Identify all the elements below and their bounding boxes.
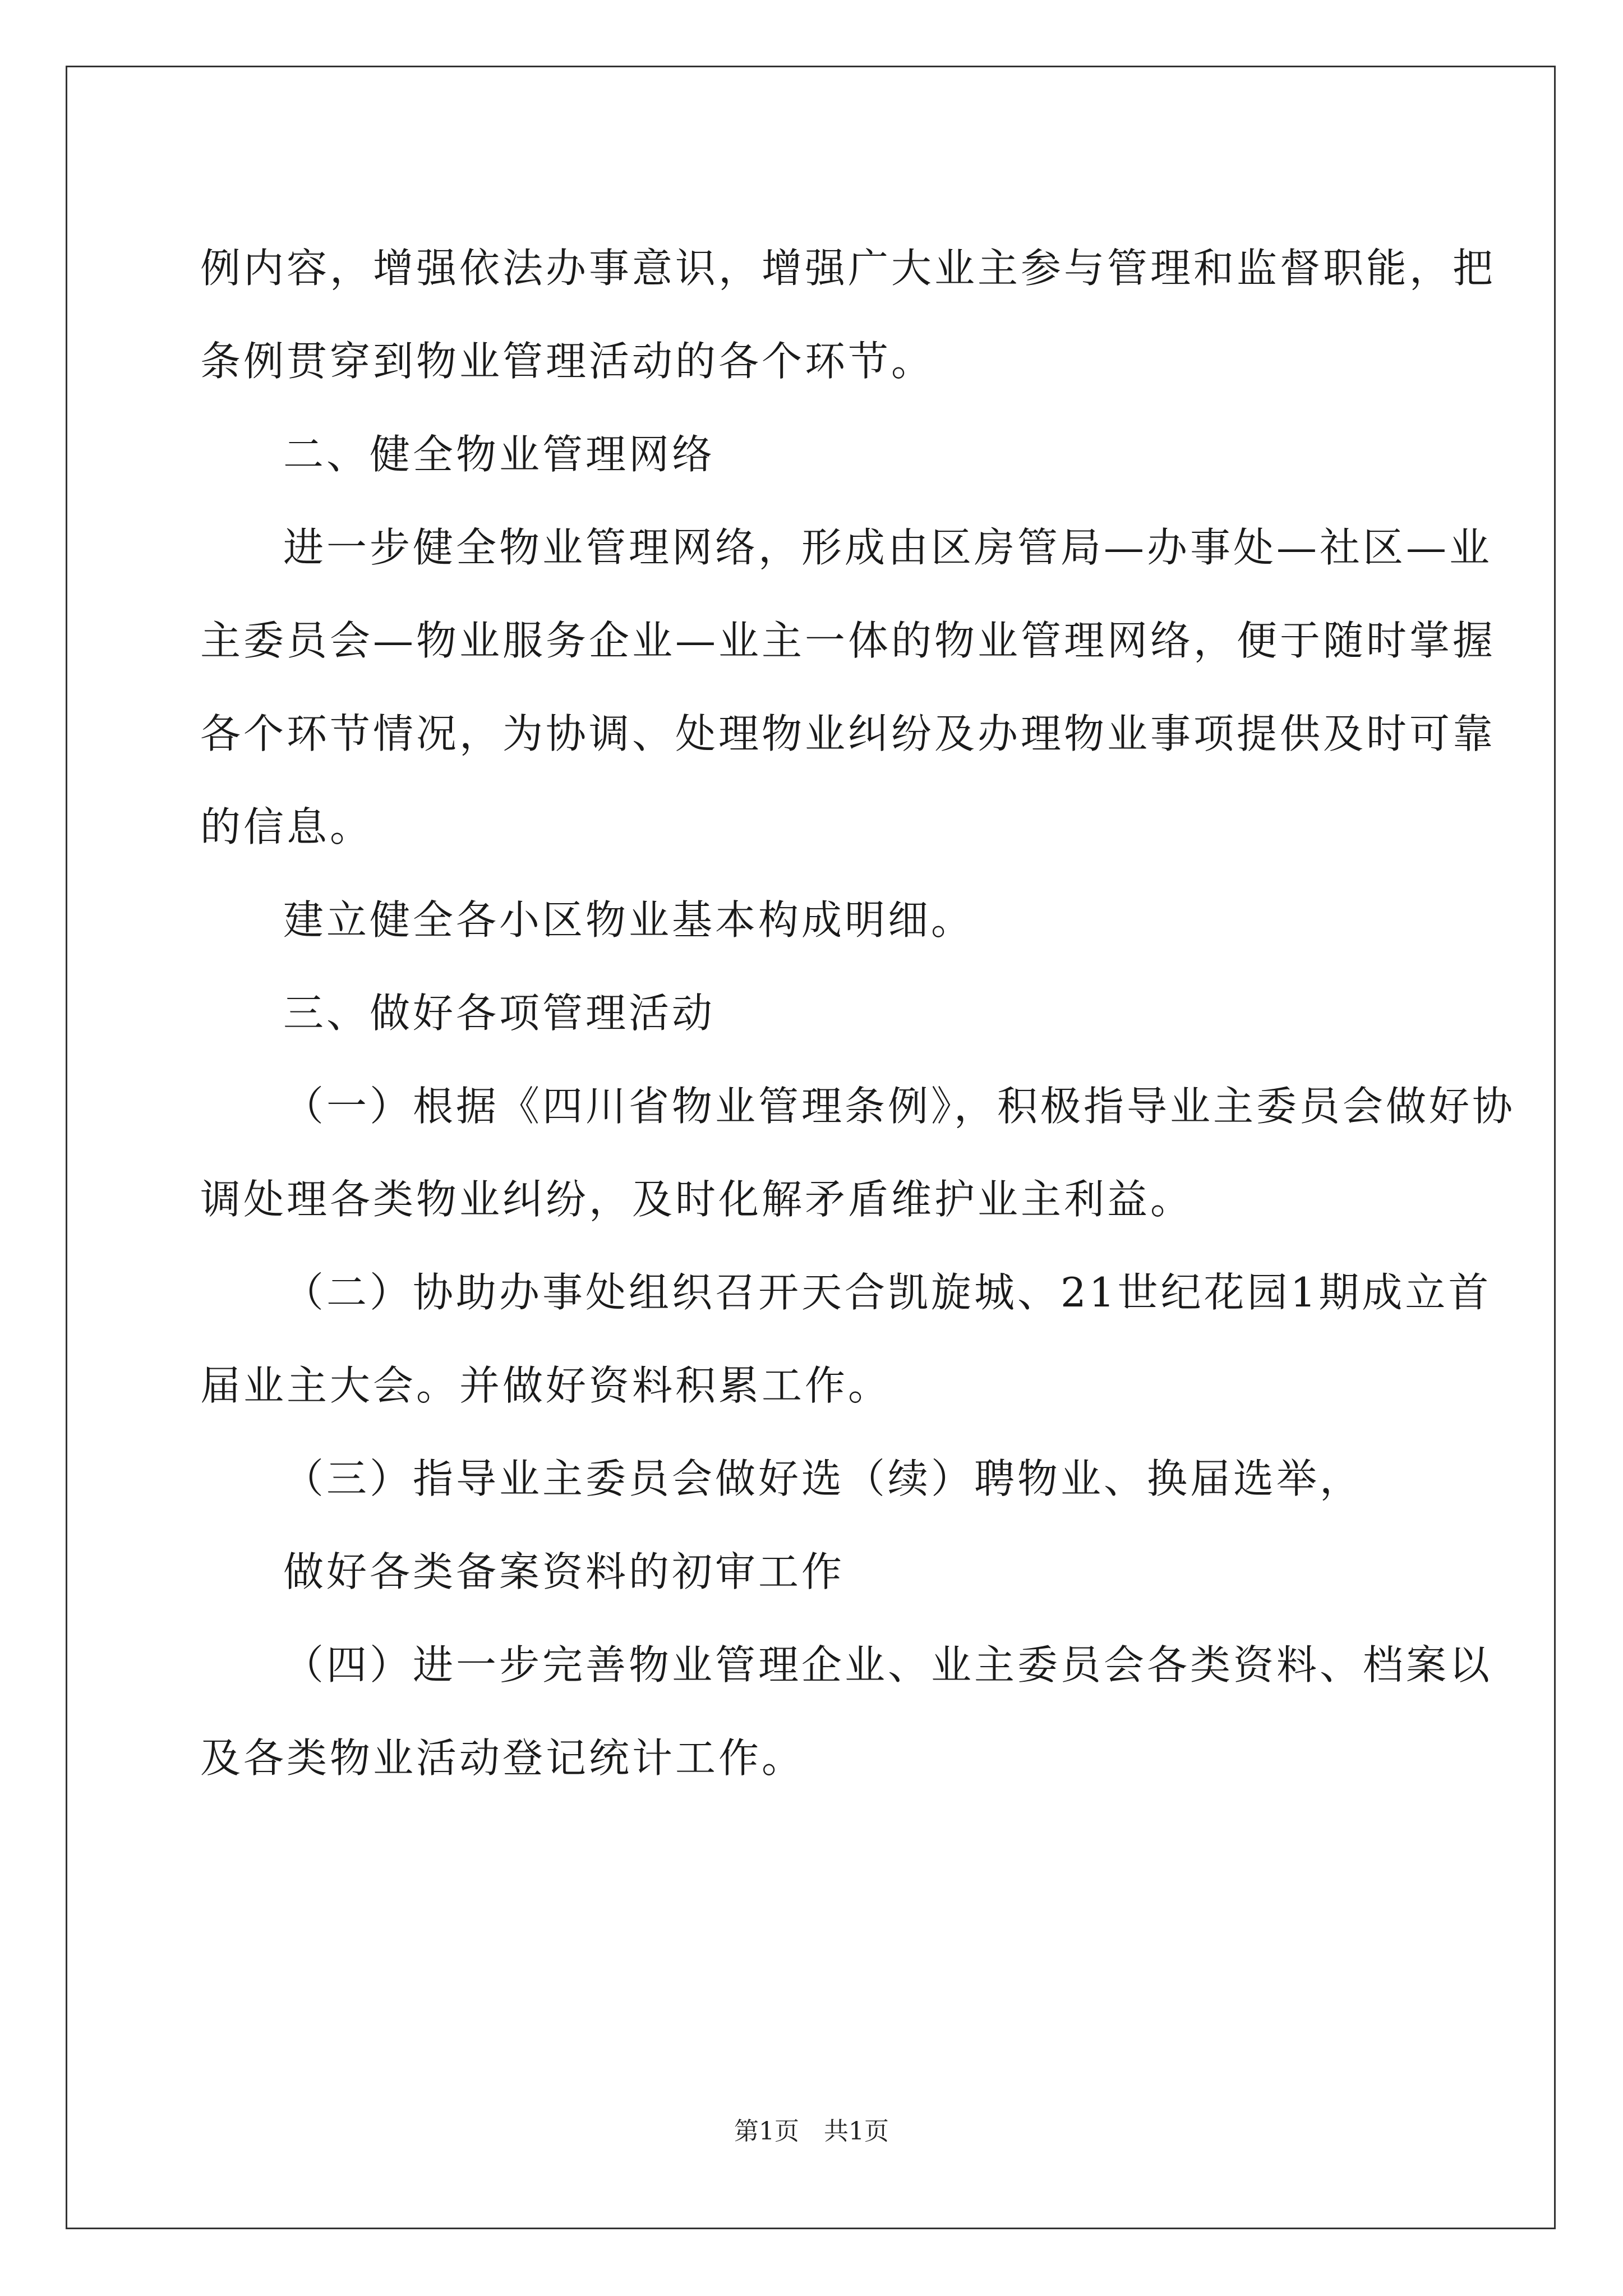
- page-footer: [0, 2115, 1623, 2148]
- text-line: 条例贯穿到物业管理活动的各个环节。: [200, 338, 935, 385]
- text-line: 主委员会—物业服务企业—业主一体的物业管理网络，便于随时掌握: [200, 617, 1496, 664]
- text-line: 各个环节情况，为协调、处理物业纠纷及办理物业事项提供及时可靠: [200, 710, 1496, 757]
- text-line: 例内容，增强依法办事意识，增强广大业主参与管理和监督职能，把: [200, 245, 1496, 292]
- text-line: 建立健全各小区物业基本构成明细。: [283, 896, 975, 944]
- text-line: （一）根据《四川省物业管理条例》，积极指导业主委员会做好协: [283, 1083, 1516, 1130]
- document-body: [200, 222, 1516, 1805]
- text-line: 进一步健全物业管理网络，形成由区房管局—办事处—社区—业: [283, 524, 1493, 571]
- page-number: 第1页 共1页: [734, 2117, 889, 2146]
- text-line: 届业主大会。并做好资料积累工作。: [200, 1362, 892, 1409]
- text-line: （四）进一步完善物业管理企业、业主委员会各类资料、档案以: [283, 1641, 1493, 1688]
- section-heading: 三、做好各项管理活动: [283, 990, 716, 1037]
- text-line: 及各类物业活动登记统计工作。: [200, 1734, 805, 1782]
- text-line: 做好各类备案资料的初审工作: [283, 1548, 845, 1595]
- section-heading: 二、健全物业管理网络: [283, 431, 716, 478]
- text-line: 的信息。: [200, 803, 374, 850]
- text-line: 调处理各类物业纠纷，及时化解矛盾维护业主利益。: [200, 1176, 1194, 1223]
- text-line: （三）指导业主委员会做好选（续）聘物业、换届选举，: [283, 1455, 1363, 1502]
- text-line: （二）协助办事处组织召开天合凯旋城、21世纪花园1期成立首: [283, 1269, 1492, 1316]
